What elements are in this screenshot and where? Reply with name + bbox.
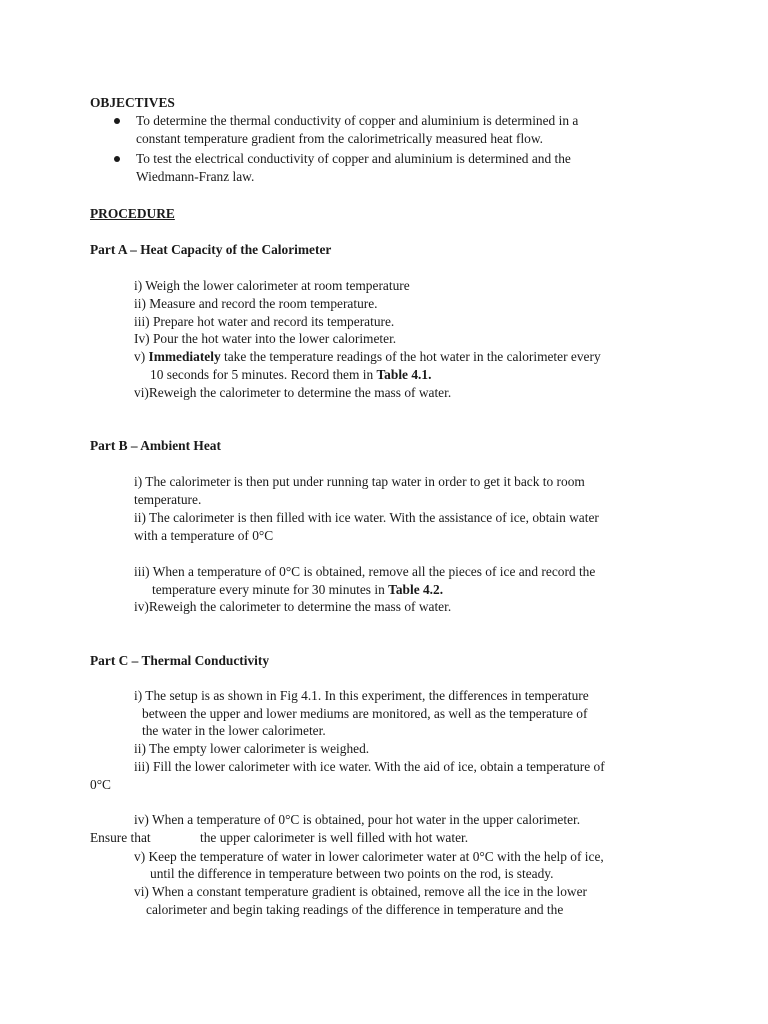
part-b-step-3-line-2	[152, 581, 443, 599]
bullet-icon	[114, 156, 120, 162]
part-c-step-1-line-2: between the upper and lower mediums are monitored, as well as the temperature of	[142, 706, 588, 721]
part-a-heading: Part A – Heat Capacity of the Calorimeter	[90, 242, 332, 257]
table-reference: Table 4.2.	[388, 582, 444, 597]
part-a-step-5-line-1	[134, 348, 601, 366]
objective-1-line-2: constant temperature gradient from the calorimetrically measured heat flow.	[136, 131, 544, 146]
objectives-heading: OBJECTIVES	[90, 95, 175, 110]
part-c-step-6-line-2: calorimeter and begin taking readings of the difference in temperature and the	[146, 902, 564, 917]
table-reference: Table 4.1.	[376, 367, 432, 382]
part-a-step-3: iii) Prepare hot water and record its temperature.	[134, 314, 395, 329]
part-c-step-5-line-1: v) Keep the temperature of water in lower calorimeter water at 0°C with the help of ice,	[134, 849, 604, 864]
part-c-step-2: ii) The empty lower calorimeter is weighed.	[134, 741, 370, 756]
part-a-step-6: vi)Reweigh the calorimeter to determine the mass of water.	[134, 385, 452, 400]
objective-2-line-2: Wiedmann-Franz law.	[136, 169, 255, 184]
part-b-step-2-line-1: ii) The calorimeter is then filled with ice water. With the assistance of ice, obtain water	[134, 510, 599, 525]
part-c-step-4-line-1: iv) When a temperature of 0°C is obtained, pour hot water in the upper calorimeter.	[134, 812, 581, 827]
part-b-step-3-line-1: iii) When a temperature of 0°C is obtained, remove all the pieces of ice and record the	[134, 564, 596, 579]
objective-2-line-1: To test the electrical conductivity of copper and aluminium is determined and the	[136, 151, 571, 166]
part-c-heading: Part C – Thermal Conductivity	[90, 653, 270, 668]
part-b-step-1-line-2: temperature.	[134, 492, 202, 507]
step-text: 10 seconds for 5 minutes. Record them in	[150, 367, 377, 382]
part-c-step-3-line-1: iii) Fill the lower calorimeter with ice water. With the aid of ice, obtain a temperature of	[134, 759, 605, 774]
part-c-step-1-line-1: i) The setup is as shown in Fig 4.1. In this experiment, the differences in temperature	[134, 688, 589, 703]
part-c-step-5-line-2: until the difference in temperature between two points on the rod, is steady.	[150, 866, 554, 881]
part-a-step-4: Iv) Pour the hot water into the lower calorimeter.	[134, 331, 397, 346]
bullet-icon	[114, 118, 120, 124]
part-c-step-3-line-2: 0°C	[90, 777, 111, 792]
part-a-step-2: ii) Measure and record the room temperature.	[134, 296, 378, 311]
part-b-step-1-line-1: i) The calorimeter is then put under running tap water in order to get it back to room	[134, 474, 585, 489]
step-number: v)	[134, 349, 149, 364]
part-b-heading: Part B – Ambient Heat	[90, 438, 221, 453]
part-a-step-1: i) Weigh the lower calorimeter at room temperature	[134, 278, 410, 293]
objective-1-line-1: To determine the thermal conductivity of copper and aluminium is determined in a	[136, 113, 579, 128]
step-text: temperature every minute for 30 minutes in	[152, 582, 389, 597]
part-b-step-2-line-2: with a temperature of 0°C	[134, 528, 274, 543]
part-c-step-4-line-2b: the upper calorimeter is well filled with hot water.	[200, 830, 469, 845]
emphasis-text: Immediately	[148, 349, 221, 364]
part-c-step-6-line-1: vi) When a constant temperature gradient is obtained, remove all the ice in the lower	[134, 884, 588, 899]
step-text: take the temperature readings of the hot water in the calorimeter every	[220, 349, 601, 364]
part-c-step-4-line-2a: Ensure that	[90, 830, 151, 845]
procedure-heading: PROCEDURE	[90, 206, 175, 221]
part-b-step-4: iv)Reweigh the calorimeter to determine the mass of water.	[134, 599, 452, 614]
part-c-step-1-line-3: the water in the lower calorimeter.	[142, 723, 326, 738]
part-a-step-5-line-2	[150, 366, 431, 384]
